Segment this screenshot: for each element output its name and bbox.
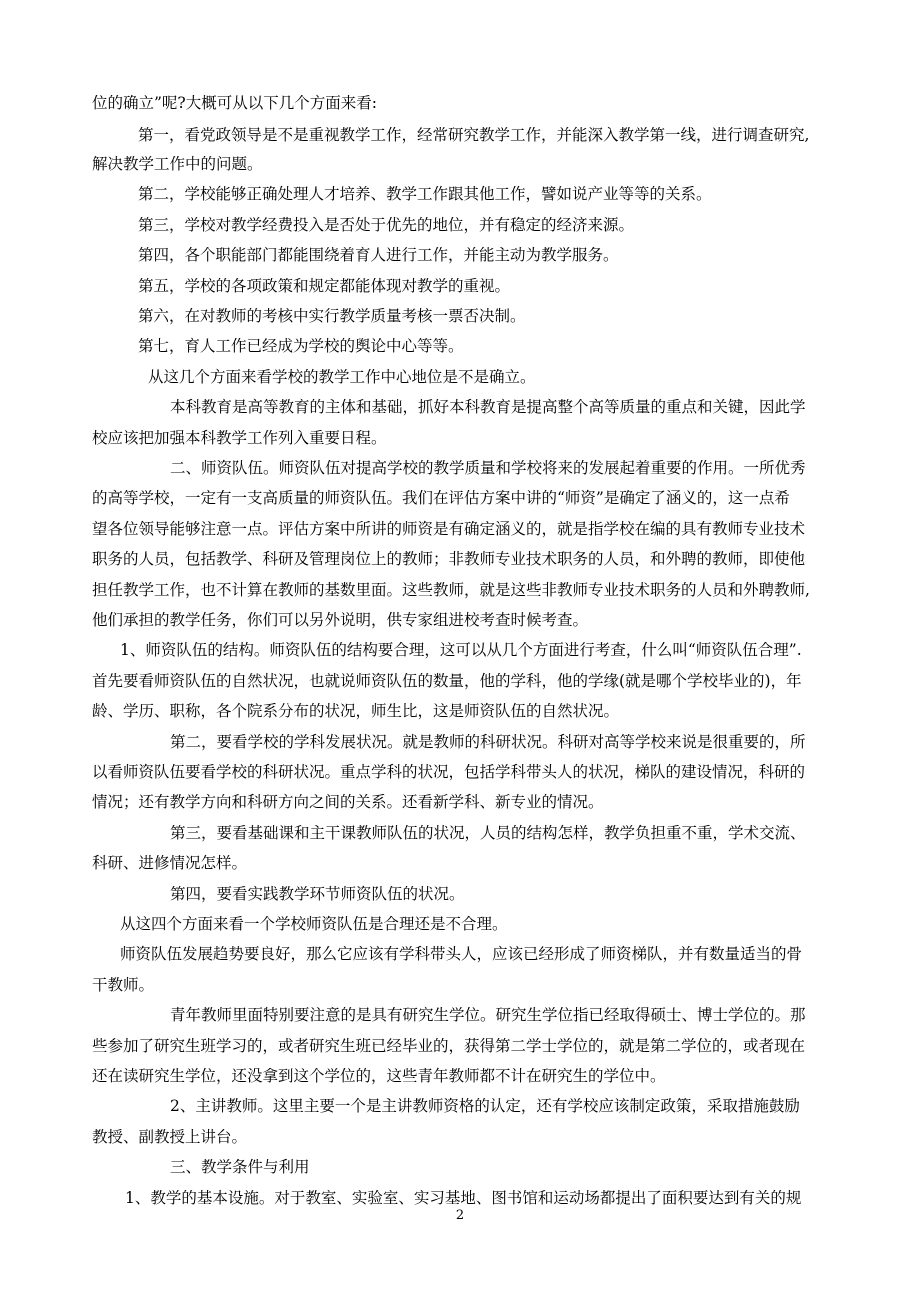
text-line: 二、师资队伍。师资队伍对提高学校的教学质量和学校将来的发展起着重要的作用。一所优秀	[170, 459, 806, 477]
text-line: 龄、学历、职称，各个院系分布的状况，师生比，这是师资队伍的自然状况。	[92, 702, 620, 720]
text-line: 第五，学校的各项政策和规定都能体现对教学的重视。	[138, 277, 511, 295]
text-line: 解决教学工作中的问题。	[92, 155, 263, 173]
page-number: 2	[455, 1208, 465, 1223]
text-line: 1、教学的基本设施。对于教室、实验室、实习基地、图书馆和运动场都提出了面积要达到有关的规	[125, 1189, 802, 1207]
text-line: 职务的人员，包括教学、科研及管理岗位上的教师；非教师专业技术职务的人员，和外聘的教师，即使他	[92, 550, 806, 568]
text-line: 第四，要看实践教学环节师资队伍的状况。	[170, 885, 465, 903]
text-line: 望各位领导能够注意一点。评估方案中所讲的师资是有确定涵义的，就是指学校在编的具有教师专业技术	[92, 520, 806, 538]
text-line: 情况；还有教学方向和科研方向之间的关系。还看新学科、新专业的情况。	[92, 793, 604, 811]
text-line: 科研、进修情况怎样。	[92, 854, 248, 872]
text-line: 担任教学工作，也不计算在教师的基数里面。这些教师，就是这些非教师专业技术职务的人员和外聘教师,	[92, 581, 810, 599]
text-line: 以看师资队伍要看学校的科研状况。重点学科的状况，包括学科带头人的状况，梯队的建设情况，科研的	[92, 763, 806, 781]
text-line: 青年教师里面特别要注意的是具有研究生学位。研究生学位指已经取得硕士、博士学位的。那	[170, 1006, 806, 1024]
text-line: 从这几个方面来看学校的教学工作中心地位是不是确立。	[148, 368, 536, 386]
text-line: 第一，看党政领导是不是重视教学工作，经常研究教学工作，并能深入教学第一线，进行调查研究,	[138, 126, 810, 144]
text-line: 从这四个方面来看一个学校师资队伍是合理还是不合理。	[120, 915, 508, 933]
text-line: 第二，学校能够正确处理人才培养、教学工作跟其他工作，譬如说产业等等的关系。	[138, 185, 712, 203]
text-line: 位的确立”呢?大概可从以下几个方面来看:	[92, 94, 377, 112]
text-line: 2、主讲教师。这里主要一个是主讲教师资格的认定，还有学校应该制定政策，采取措施鼓励	[170, 1097, 800, 1115]
text-line: 本科教育是高等教育的主体和基础，抓好本科教育是提高整个高等质量的重点和关键，因此学	[170, 398, 806, 416]
text-line: 的高等学校，一定有一支高质量的师资队伍。我们在评估方案中讲的“师资”是确定了涵义的，这一点希	[92, 489, 790, 507]
text-line: 首先要看师资队伍的自然状况，也就说师资队伍的数量，他的学科，他的学缘(就是哪个学校毕业的)，年	[92, 672, 802, 690]
text-line: 第四，各个职能部门都能围绕着育人进行工作，并能主动为教学服务。	[138, 246, 619, 264]
text-line: 干教师。	[92, 976, 155, 994]
text-line: 第七，育人工作已经成为学校的舆论中心等等。	[138, 337, 464, 355]
text-line: 校应该把加强本科教学工作列入重要日程。	[92, 429, 387, 447]
text-line: 些参加了研究生班学习的，或者研究生班已经毕业的，获得第二学士学位的，就是第二学位的，或者现在	[92, 1037, 806, 1055]
text-line: 1、师资队伍的结构。师资队伍的结构要合理，这可以从几个方面进行考查，什么叫“师资队伍合理”.	[120, 641, 802, 659]
text-line: 第六，在对教师的考核中实行教学质量考核一票否决制。	[138, 307, 526, 325]
text-line: 还在读研究生学位，还没拿到这个学位的，这些青年教师都不计在研究生的学位中。	[92, 1067, 666, 1085]
text-line: 第三，要看基础课和主干课教师队伍的状况，人员的结构怎样，教学负担重不重，学术交流、	[170, 824, 806, 842]
text-line: 第二，要看学校的学科发展状况。就是教师的科研状况。科研对高等学校来说是很重要的，所	[170, 733, 806, 751]
text-line: 教授、副教授上讲台。	[92, 1128, 248, 1146]
section-heading: 三、教学条件与利用	[170, 1158, 310, 1176]
text-line: 他们承担的教学任务，你们可以另外说明，供专家组进校考查时候考查。	[92, 611, 589, 629]
text-line: 第三，学校对教学经费投入是否处于优先的地位，并有稳定的经济来源。	[138, 216, 635, 234]
text-line: 师资队伍发展趋势要良好，那么它应该有学科带头人，应该已经形成了师资梯队，并有数量适当的骨	[120, 945, 803, 963]
